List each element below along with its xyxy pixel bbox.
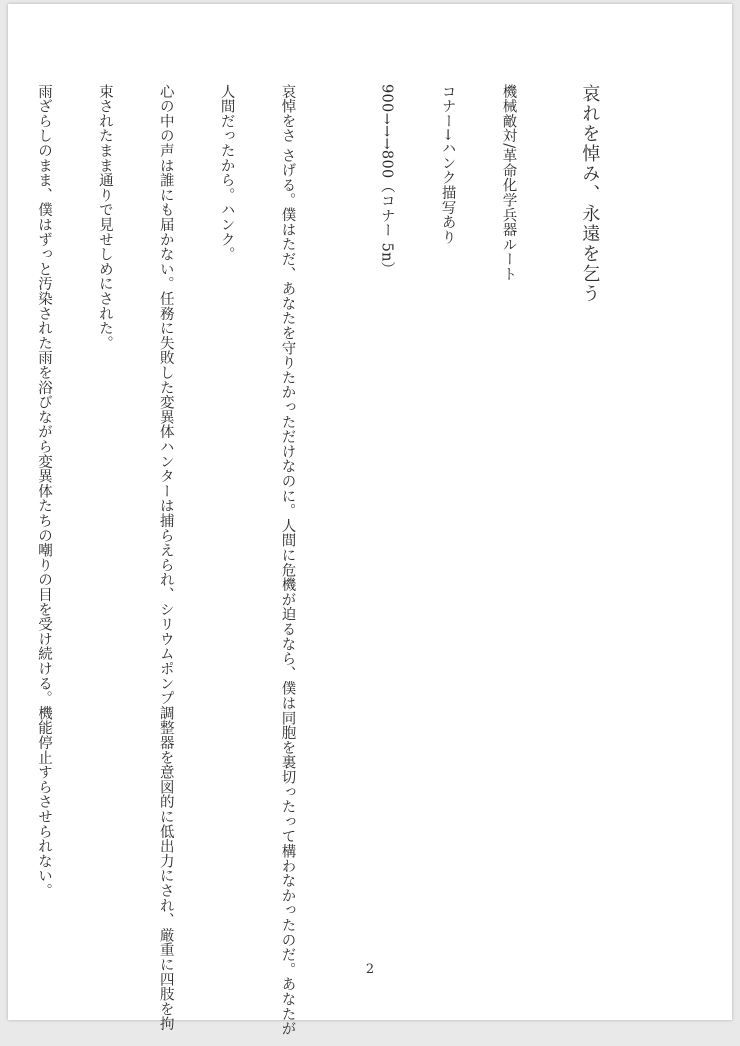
document-title: 哀れを悼み、永遠を乞う <box>579 84 601 304</box>
meta-line: コナー→ハンク描写あり <box>439 84 456 245</box>
meta-line: 機械敵対/革命化学兵器ルート <box>500 84 517 282</box>
text-line: 哀悼をさ さげる。僕はただ、あなたを守りたかっただけなのに。人間に危機が迫るなら、僕は同胞を裏切ったって構わなかったのだ。あなたが <box>279 84 296 1037</box>
vertical-body-text <box>0 84 640 1037</box>
text-line: 心の中の声は誰にも届かない。任務に失敗した変異体ハンターは捕らえられ、シリウムポンプ調整器を意図的に低出力にされ、厳重に四肢を拘 <box>157 84 174 1032</box>
text-line: 雨ざらしのまま、僕はずっと汚染された雨を浴びながら変異体たちの嘲りの目を受け続ける。機能停止すらさせられない。 <box>35 84 52 898</box>
text-line: 人間だったから。ハンク。 <box>218 84 235 262</box>
text-line: 束されたまま通りで見せしめにされた。 <box>96 84 113 351</box>
page-number: 2 <box>365 962 375 977</box>
meta-line: 900→→→800（コナー 5n） <box>378 84 395 277</box>
document-page <box>8 4 732 1037</box>
